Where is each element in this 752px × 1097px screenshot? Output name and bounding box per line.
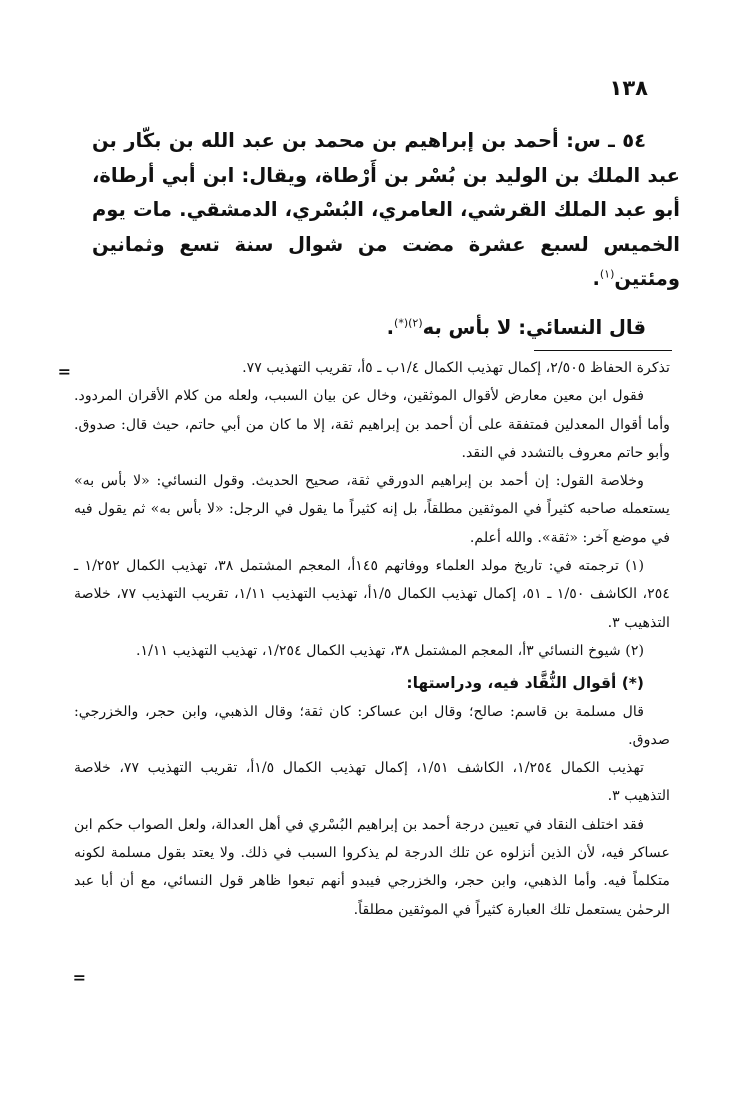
- footnote-paragraph-2: وخلاصة القول: إن أحمد بن إبراهيم الدورقي ثقة، صحيح الحديث. وقول النسائي: «لا بأس به» يستعمله صاحبه كثيراً في الموثقين مطلقاً، بل إنه كثيراً ما يقول في الرجل: «لا بأس به» ثم يقول فيه في موضع آخر: «ثقة». والله أعلم.: [74, 473, 670, 546]
- critics-paragraph-3: فقد اختلف النقاد في تعيين درجة أحمد بن إبراهيم البُسْري في أهل العدالة، ولعل الصواب حكم ابن عساكر فيه، لأن الذين أنزلوه عن تلك الدرجة لم يذكروا السبب في ذلك. ولا يعتد بقول مسلمة لكونه متكلماً فيه. وأما الذهبي، وابن حجر، والخزرجي فيبدو أنهم تبعوا ظاهر قول النسائي، مع أن أبا عبد الرحمٰن يستعمل تلك العبارة كثيراً في الموثقين مطلقاً.: [74, 816, 670, 918]
- continuation-mark-start: =: [57, 362, 71, 381]
- footnote-1: (١) ترجمته في: تاريخ مولد العلماء ووفاتهم ١٤٥أ، المعجم المشتمل ٣٨، تهذيب الكمال ١/٢٥٢ ـ ٢٥٤، الكاشف ١/٥٠ ـ ٥١، إكمال تهذيب الكمال ١/٥أ، تهذيب التهذيب ١/١١، تقريب التهذيب ٧٧، خلاصة التذهيب ٣.: [74, 558, 670, 631]
- entry-text-end: .: [592, 267, 600, 290]
- critics-paragraph-1: قال مسلمة بن قاسم: صالح؛ وقال ابن عساكر: كان ثقة؛ وقال الذهبي، وابن حجر، والخزرجي: صدوق.: [74, 703, 670, 748]
- footnote-paragraph-1: فقول ابن معين معارض لأقوال الموثقين، وخال عن بيان السبب، ولعله من كلام الأقران المردود. وأما أقوال المعدلين فمتفقة على أن أحمد بن إبراهيم ثقة، إلا ما كان من أبي حاتم، حيث قال: صدوق. وأبو حاتم معروف بالتشدد في النقد.: [74, 388, 670, 461]
- footnotes: [74, 354, 670, 924]
- entry-paragraph: [92, 124, 680, 297]
- page-number: ١٣٨: [609, 76, 648, 100]
- footnote-continued: تذكرة الحفاظ ٢/٥٠٥، إكمال تهذيب الكمال ١/٤ب ـ ٥أ، تقريب التهذيب ٧٧.: [242, 360, 670, 376]
- biography-entry: [92, 124, 680, 345]
- entry-text: ٥٤ ـ س: أحمد بن إبراهيم بن محمد بن عبد الله بن بكّار بن عبد الملك بن الوليد بن بُسْر بن أَرْطاة، ويقال: ابن أبي أرطاة، أبو عبد الملك القرشي، العامري، البُسْري، الدمشقي. مات يوم الخميس لسبع عشرة مضت من شوال سنة تسع وثمانين ومئتين: [92, 129, 680, 290]
- verdict-text-end: .: [386, 315, 395, 339]
- verdict-text: قال النسائي: لا بأس به: [422, 315, 646, 339]
- nasai-verdict: [92, 311, 680, 346]
- footnote-ref-1: (١): [599, 267, 615, 281]
- critics-heading: (*) أقوال النُّقَّاد فيه، ودراستها:: [406, 674, 644, 693]
- footnote-separator: [534, 350, 672, 351]
- critics-paragraph-2: تهذيب الكمال ١/٢٥٤، الكاشف ١/٥١، إكمال تهذيب الكمال ١/٥أ، تقريب التهذيب ٧٧، خلاصة التذهيب ٣.: [74, 760, 670, 805]
- continuation-mark-end: =: [72, 968, 86, 987]
- footnote-ref-2: (٢)(*): [394, 316, 423, 329]
- footnote-2: (٢) شيوخ النسائي ٣أ، المعجم المشتمل ٣٨، تهذيب الكمال ١/٢٥٤، تهذيب التهذيب ١/١١.: [135, 642, 644, 659]
